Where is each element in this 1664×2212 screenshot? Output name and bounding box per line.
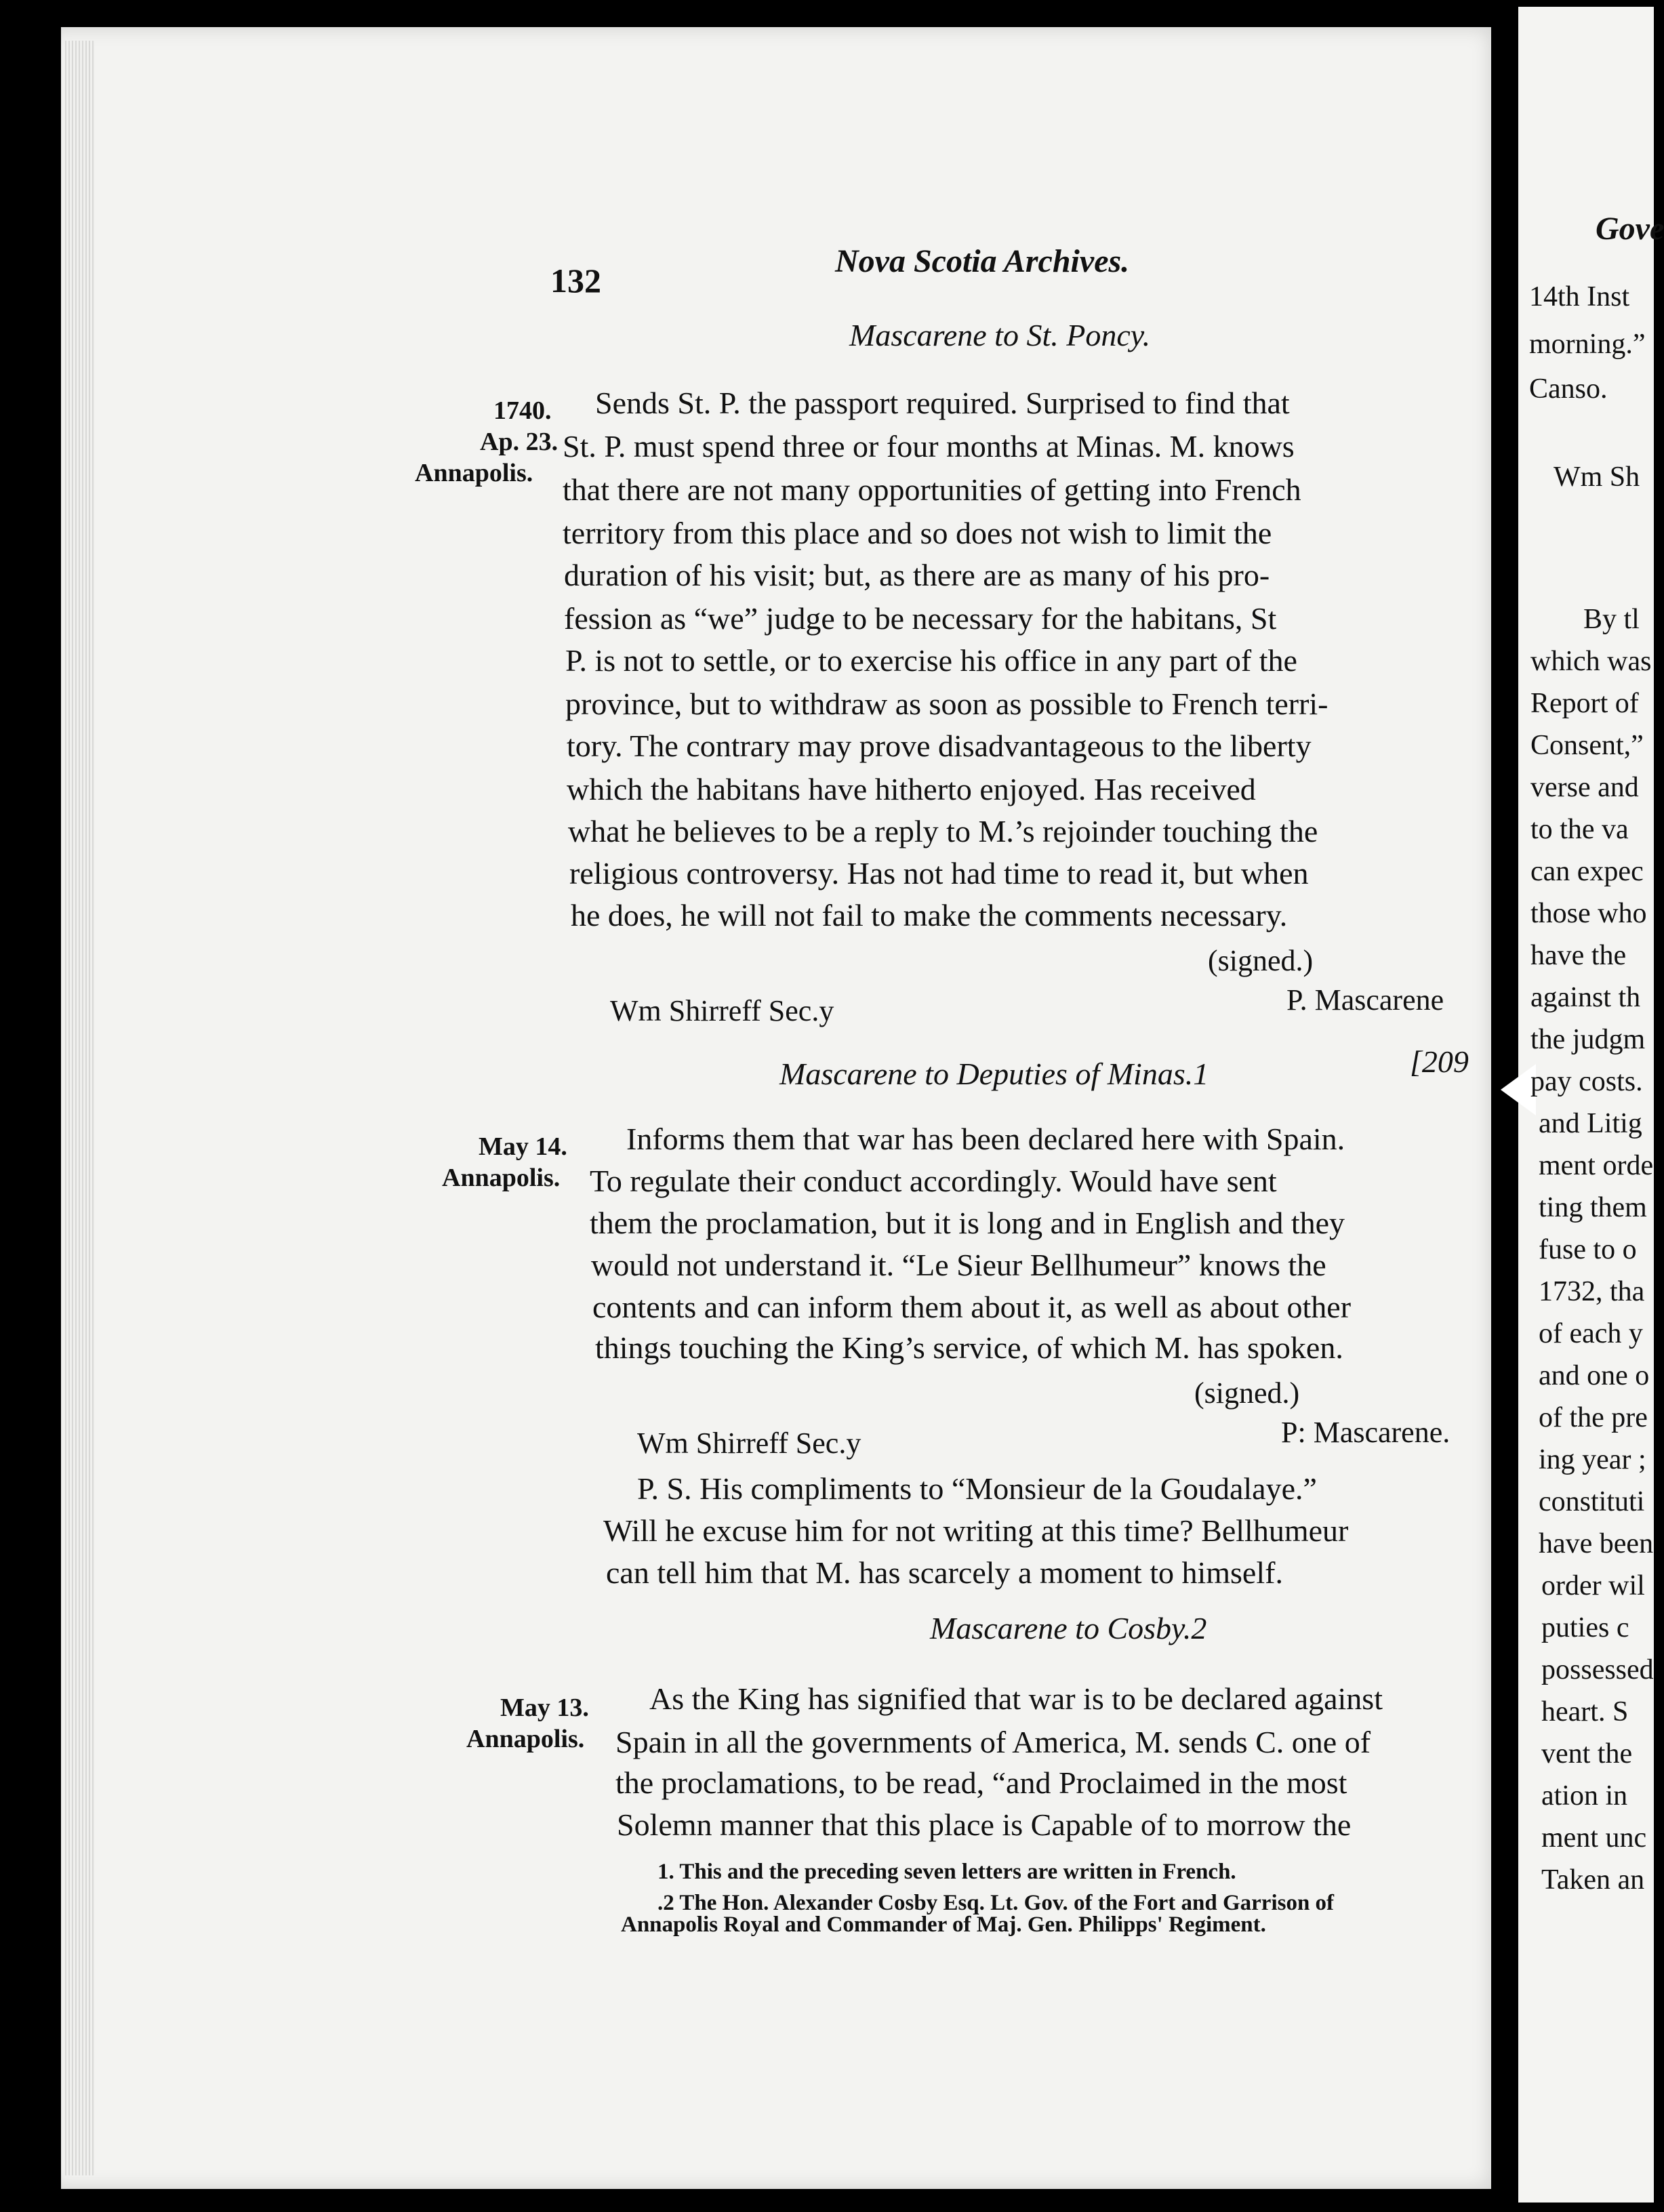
text-line: things touching the King’s service, of which M. has spoken. <box>595 1330 1343 1365</box>
right-text-line: Report of <box>1530 688 1639 719</box>
right-text-line: constituti <box>1539 1486 1645 1517</box>
text-line: Informs them that war has been declared here with Spain. <box>626 1122 1345 1156</box>
right-text-line: which was <box>1530 646 1652 677</box>
right-text-line: Consent,” <box>1530 730 1644 761</box>
text-line: As the King has signified that war is to be declared against <box>649 1681 1383 1716</box>
text-line: them the proclamation, but it is long and in English and they <box>590 1206 1345 1240</box>
page-number: 132 <box>550 262 601 300</box>
text-line: religious controversy. Has not had time to read it, but when <box>569 856 1309 890</box>
text-line: which the habitans have hitherto enjoyed. Has received <box>567 772 1256 806</box>
right-text-line: puties c <box>1541 1612 1629 1643</box>
right-text-line: order wil <box>1541 1570 1645 1601</box>
right-text-line: fuse to o <box>1539 1234 1637 1265</box>
text-line: P. is not to settle, or to exercise his office in any part of the <box>565 643 1297 678</box>
text-line: St. P. must spend three or four months at Minas. M. knows <box>563 429 1295 464</box>
right-text-line: ation in <box>1541 1780 1628 1811</box>
right-text-line: ment unc <box>1541 1822 1647 1853</box>
text-line: contents and can inform them about it, as well as about other <box>592 1290 1352 1324</box>
footnote: Annapolis Royal and Commander of Maj. Gen. Philipps' Regiment. <box>621 1912 1266 1937</box>
margin-note: May 13. <box>500 1694 589 1722</box>
right-text-line: and one o <box>1539 1360 1650 1391</box>
right-text-line: of the pre <box>1539 1402 1648 1433</box>
right-text-line: possessed <box>1541 1654 1654 1685</box>
signatory: P. Mascarene <box>1286 983 1444 1017</box>
right-text-line: against th <box>1530 982 1641 1013</box>
signed-label: (signed.) <box>1194 1376 1300 1410</box>
text-line: he does, he will not fail to make the comments necessary. <box>571 898 1288 933</box>
text-line: the proclamations, to be read, “and Proclaimed in the most <box>615 1765 1347 1800</box>
right-text-line: ing year ; <box>1539 1444 1646 1475</box>
right-text-line: vent the <box>1541 1738 1633 1769</box>
text-line: Spain in all the governments of America, M. sends C. one of <box>615 1725 1371 1759</box>
right-text-line: By tl <box>1583 604 1640 635</box>
right-text-line: those who <box>1530 898 1647 929</box>
right-text-line: have the <box>1530 940 1627 971</box>
section-heading: Mascarene to Cosby.2 <box>930 1611 1207 1645</box>
folio-number: [209 <box>1410 1044 1469 1079</box>
text-line: fession as “we” judge to be necessary for the habitans, St <box>564 601 1277 636</box>
secretary: Wm Shirreff Sec.y <box>610 994 834 1027</box>
footnote: 1. This and the preceding seven letters are written in French. <box>657 1860 1236 1884</box>
right-running-head: Gove <box>1596 211 1664 247</box>
right-text-line: can expec <box>1530 856 1644 887</box>
postscript-line: can tell him that M. has scarcely a moment to himself. <box>606 1555 1283 1590</box>
right-text-line: to the va <box>1530 814 1629 845</box>
signed-label: (signed.) <box>1208 944 1314 977</box>
postscript-line: Will he excuse him for not writing at this time? Bellhumeur <box>603 1513 1349 1548</box>
section-heading: Mascarene to St. Poncy. <box>849 318 1151 352</box>
margin-note: May 14. <box>479 1132 567 1161</box>
right-text-line: the judgm <box>1530 1024 1646 1055</box>
text-line: that there are not many opportunities of getting into French <box>563 472 1301 507</box>
signatory: P: Mascarene. <box>1281 1416 1450 1449</box>
margin-note: Annapolis. <box>415 459 533 487</box>
text-line: province, but to withdraw as soon as possible to French terri- <box>565 687 1328 721</box>
margin-note: Ap. 23. <box>480 428 559 456</box>
text-line: territory from this place and so does not wish to limit the <box>563 516 1272 550</box>
right-text-line: and Litig <box>1539 1108 1642 1139</box>
margin-note: 1740. <box>493 396 552 425</box>
right-text-line: Taken an <box>1541 1864 1645 1896</box>
secretary: Wm Shirreff Sec.y <box>637 1427 861 1460</box>
right-text-line: of each y <box>1539 1318 1643 1349</box>
right-text-line: pay costs. <box>1530 1066 1643 1097</box>
page-edge <box>65 41 95 2175</box>
postscript-line: P. S. His compliments to “Monsieur de la Goudalaye.” <box>637 1471 1317 1506</box>
text-line: Solemn manner that this place is Capable of to morrow the <box>617 1807 1352 1842</box>
text-line: Sends St. P. the passport required. Surprised to find that <box>595 386 1290 420</box>
text-line: what he believes to be a reply to M.’s rejoinder touching the <box>568 814 1318 848</box>
right-text-line: have been <box>1539 1528 1654 1559</box>
right-text-line: 14th Inst <box>1529 281 1630 312</box>
right-text-line: heart. S <box>1541 1696 1629 1727</box>
margin-note: Annapolis. <box>442 1164 561 1192</box>
right-text-line: Canso. <box>1529 373 1608 405</box>
text-line: duration of his visit; but, as there are as many of his pro- <box>564 558 1270 592</box>
text-line: To regulate their conduct accordingly. Would have sent <box>590 1164 1277 1198</box>
right-text-line: 1732, tha <box>1539 1276 1645 1307</box>
footnote: .2 The Hon. Alexander Cosby Esq. Lt. Gov. of the Fort and Garrison of <box>657 1891 1335 1915</box>
right-text-line: ment orde <box>1539 1150 1654 1181</box>
right-text-line: ting them <box>1539 1192 1647 1223</box>
right-text-line: verse and <box>1530 772 1639 803</box>
right-text-line: morning.” <box>1529 329 1646 360</box>
right-signature: Wm Sh <box>1554 462 1640 493</box>
running-head: Nova Scotia Archives. <box>835 243 1130 279</box>
margin-note: Annapolis. <box>466 1725 585 1753</box>
text-line: would not understand it. “Le Sieur Bellhumeur” knows the <box>591 1248 1326 1282</box>
section-heading: Mascarene to Deputies of Minas.1 <box>779 1057 1209 1091</box>
text-line: tory. The contrary may prove disadvantageous to the liberty <box>567 729 1312 763</box>
